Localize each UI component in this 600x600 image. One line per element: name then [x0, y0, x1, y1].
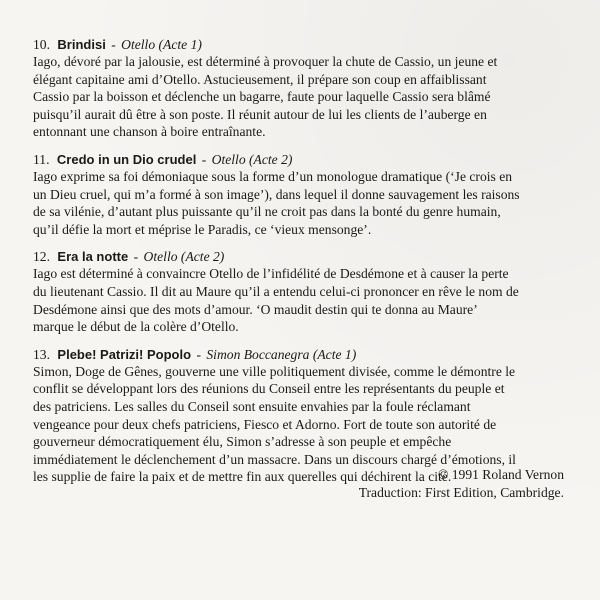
- track-heading: [33, 151, 570, 168]
- track-heading: [33, 36, 570, 53]
- opera-act: Otello (Acte 1): [121, 37, 202, 52]
- description-line: Iago exprime sa foi démoniaque sous la forme d’un monologue dramatique (‘Je crois en: [33, 168, 513, 184]
- track-number: 10.: [33, 37, 50, 52]
- description-line: un Dieu cruel, qui m’a formé à son image’), dans lequel il donne sauvagement les raisons: [33, 186, 520, 202]
- description-line: élégant capitaine ami d’Otello. Astucieusement, il prépare son coup en affaiblissant: [33, 71, 487, 87]
- opera-act: Simon Boccanegra (Acte 1): [206, 346, 357, 362]
- track-description: [33, 53, 570, 141]
- description-line: de sa vilénie, d’autant plus puissante qu’il ne croit pas dans la bonté du genre humain,: [33, 204, 501, 220]
- track-number: 12.: [33, 249, 50, 265]
- track-heading: [33, 346, 570, 363]
- heading-separator: -: [201, 151, 207, 167]
- credits-block: [359, 466, 564, 502]
- description-line: marque le début de la colère d’Otello.: [33, 319, 239, 335]
- description-line: Iago, dévoré par la jalousie, est déterminé à provoquer la chute de Cassio, un jeune et: [33, 54, 498, 69]
- translation-credit: Traduction: First Edition, Cambridge.: [358, 485, 564, 500]
- heading-separator: -: [196, 346, 201, 362]
- description-line: immédiatement le déclenchement d’un massacre. Dans un discours chargé d’émotions, il: [33, 451, 516, 467]
- track-entry-10: [33, 36, 570, 141]
- description-line: du lieutenant Cassio. Il dit au Maure qu’il a entendu celui-ci prononcer en rêve le nom de: [33, 283, 519, 299]
- track-description: [33, 265, 570, 335]
- track-title: Era la notte: [57, 249, 129, 265]
- opera-act: Otello (Acte 2): [211, 151, 293, 167]
- track-entry-11: [33, 151, 570, 238]
- description-line: puisqu’il aurait dû être à son poste. Il réunit autour de lui les clients de l’auberge en: [33, 106, 487, 122]
- description-line: Simon, Doge de Gênes, gouverne une ville politiquement divisée, comme le démontre le: [33, 363, 516, 379]
- description-line: les supplie de faire la paix et de mettre fin aux querelles qui déchirent la cité.: [33, 469, 452, 485]
- track-title: Plebe! Patrizi! Popolo: [57, 346, 192, 362]
- track-entry-13: [33, 346, 570, 486]
- track-number: 11.: [33, 151, 50, 167]
- description-line: vengeance pour deux chefs patriciens, Fiesco et Adorno. Fort de toute son autorité de: [33, 416, 497, 432]
- opera-act: Otello (Acte 2): [143, 249, 225, 265]
- track-description: [33, 168, 570, 238]
- description-line: Iago est déterminé à convaincre Otello de l’infidélité de Desdémone et à causer la perte: [33, 266, 509, 282]
- description-line: gouverneur démocratiquement élu, Simon s’adresse à son peuple et empêche: [33, 434, 452, 450]
- description-line: des patriciens. Les salles du Conseil sont ensuite envahies par la foule réclamant: [33, 398, 471, 414]
- description-line: Cassio par la boisson et déclenche un bagarre, faute pour laquelle Cassio sera blâmé: [33, 89, 491, 105]
- heading-separator: -: [133, 249, 139, 265]
- description-line: entonnant une chanson à boire entraînante.: [33, 124, 266, 140]
- description-line: conflit se développant lors des réunions du Conseil entre les représentants du peuple et: [33, 381, 505, 397]
- track-number: 13.: [33, 346, 50, 362]
- copyright-line: © 1991 Roland Vernon: [438, 467, 564, 482]
- track-heading: [33, 248, 570, 265]
- track-entry-12: [33, 248, 570, 335]
- track-title: Brindisi: [57, 37, 106, 52]
- description-line: Desdémone ainsi que des mots d’amour. ‘O maudit destin qui te donna au Maure’: [33, 301, 478, 317]
- description-line: qu’il défie la mort et méprise le Paradis, ce ‘vieux mensonge’.: [33, 221, 372, 237]
- track-title: Credo in un Dio crudel: [56, 151, 197, 167]
- heading-separator: -: [111, 37, 116, 52]
